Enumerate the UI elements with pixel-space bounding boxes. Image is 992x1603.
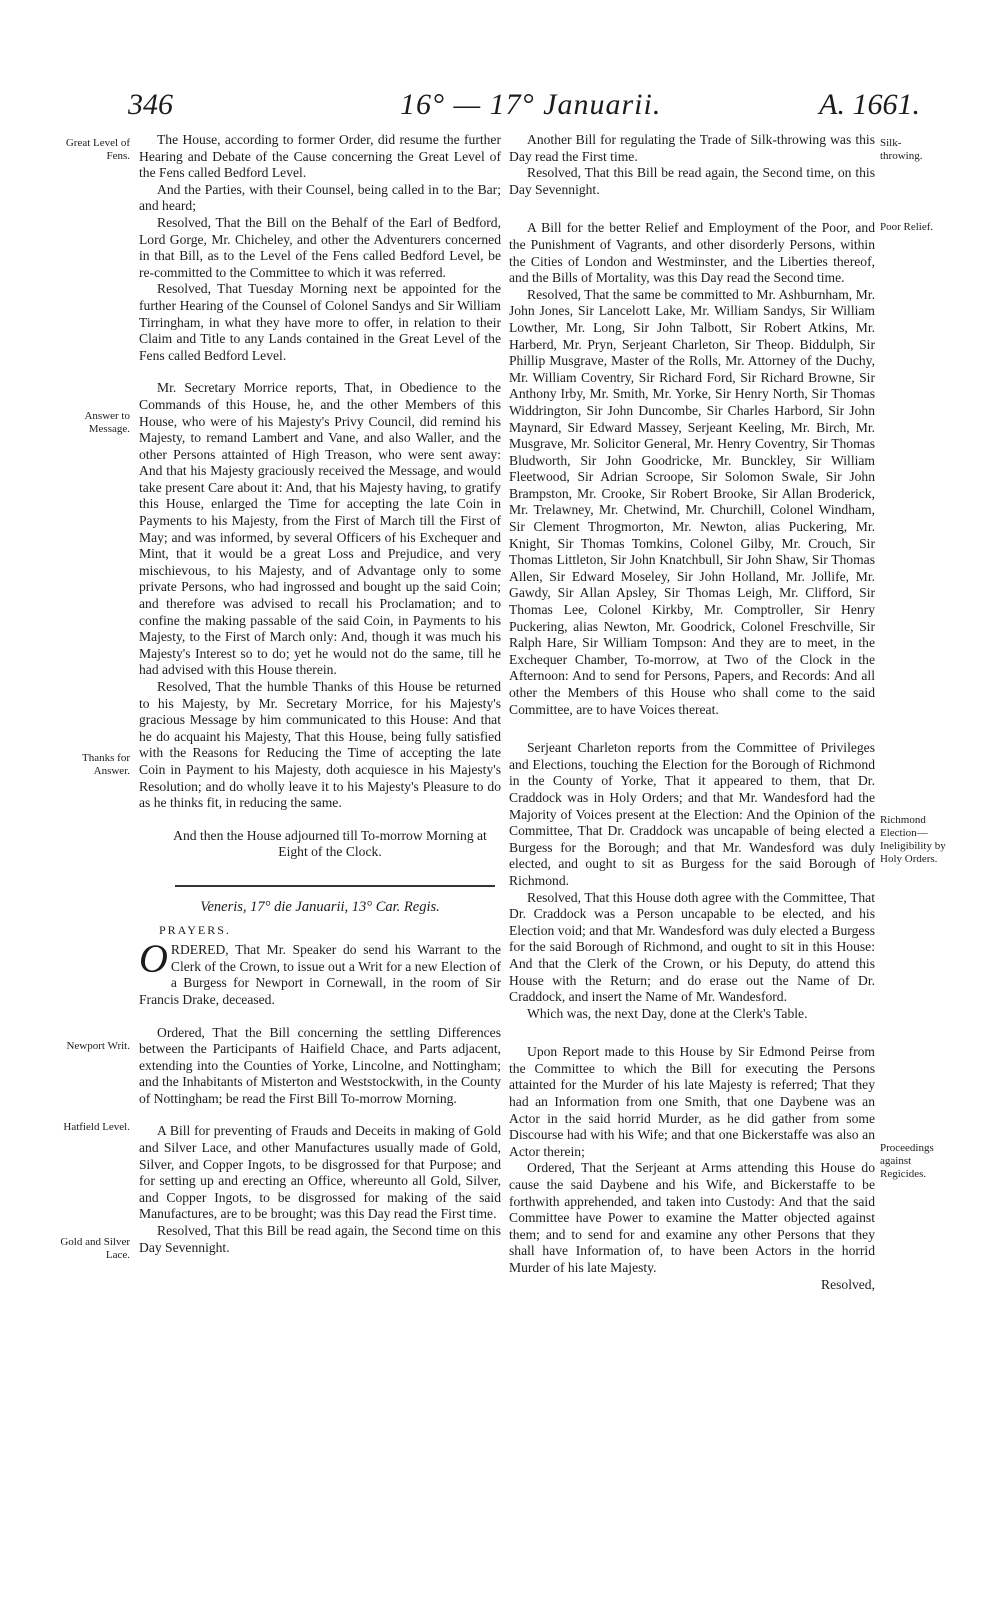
margin-note-newport: Newport Writ. [66,1040,130,1052]
right-column [509,132,875,1293]
day-heading: Veneris, 17° die Januarii, 13° Car. Regis. [200,898,440,915]
margin-note-thanks: Thanks for Answer. [82,752,130,777]
paragraph: Which was, the next Day, done at the Clerk's Table. [527,1005,808,1021]
paragraph: Resolved, That the same be committed to Mr. Ashburnham, Mr. John Jones, Sir Lancelott Lake, Mr. William Sandys, Sir William Lowther, Mr. Long, Sir John Talbott, Sir Robert Atkins, Mr. Harberd, Mr. Pryn, Serjeant Charleton, Sir Theop. Biddulph, Sir Phillip Musgrave, Master of the Rolls, Mr. Attorney of the Duchy, Mr. William Coventry, Sir Richard Ford, Sir Richard Browne, Sir Anthony Irby, Mr. Smith, Mr. Yorke, Sir Henry North, Sir Thomas Widdrington, Sir John Duncombe, Sir Charles Harbord, Sir John Maynard, Sir Edward Massey, Serjeant Keeling, Mr. Birch, Mr. Musgrave, Mr. Solicitor General, Mr. Henry Coventry, Sir Thomas Bludworth, Sir John Goodricke, Mr. Bunckley, Sir William Fleetwood, Sir Adrian Scroope, Sir Solomon Swale, Sir John Brampston, Mr. Crooke, Sir Robert Brooke, Sir Allan Broderick, Mr. Trelawney, Mr. Chetwind, Mr. Churchill, Colonel Windham, Sir Clement Throgmorton, Mr. Newton, alias Puckering, Mr. Knight, Sir Thomas Tomkins, Colonel Gilby, Mr. Crouch, Sir Thomas Littleton, Sir John Knatchbull, Sir John Shaw, Sir Thomas Allen, Sir Edward Moseley, Sir John Holland, Mr. Jollife, Mr. Gawdy, Sir Allan Apsley, Sir Thomas Leigh, Mr. Clifford, Sir Thomas Lee, Colonel Kirkby, Mr. Comptroller, Sir Henry Puckering, alias Newton, Mr. Goodrick, Colonel Freschville, Sir Ralph Hare, Sir William Tompson: And they are to meet, in the Exchequer Chamber, To-morrow, at Two of the Clock in the Afternoon: And to send for Persons, Papers, and Records: And all other the Members of this House who shall come to the said Committee, are to have Voices thereat. [509,286,875,717]
page-header [120,88,950,128]
margin-note-great-level: Great Level of Fens. [65,137,130,162]
margin-note-gold: Gold and Silver Lace. [60,1236,130,1261]
margin-note-poor: Poor Relief. [880,221,934,233]
paragraph: Resolved, That this Bill be read again, the Second time on this Day Sevennight. [139,1223,501,1255]
paragraph: A Bill for the better Relief and Employment of the Poor, and the Punishment of Vagrants, and other disorderly Persons, within the Cities of London and Westminster, and the Liberties thereof, and the Bills of Mortality, was this Day read the Second time. [509,220,875,286]
drop-cap: O [139,936,168,982]
adjournment: And then the House adjourned till To-morrow Morning at Eight of the Clock. [173,827,487,860]
margin-note-regicides: Proceedings against Regicides. [880,1142,934,1180]
paragraph: RDERED, That Mr. Speaker do send his Warrant to the Clerk of the Crown, to issue out a Writ for a new Election of a Burgess for Newport in Cornewall, in the room of Sir Francis Drake, deceased. [139,942,501,1007]
paragraph: Serjeant Charleton reports from the Committee of Privileges and Elections, touching the Election for the Borough of Richmond in the County of Yorke, That it appeared to them, that Dr. Craddock was in Holy Orders; and that Mr. Wandesford had the Majority of Voices present at the Election: And the Opinion of the Committee, That Dr. Craddock was uncapable of being elected a Burgess for the Borough; and that Mr. Wandesford was duly elected, and ought to sit as Burgess for the said Borough of Richmond. [509,740,875,888]
year: A. 1661. [819,88,920,121]
paragraph: Another Bill for regulating the Trade of Silk-throwing was this Day read the First time. [509,132,875,164]
prayers-heading: PRAYERS. [159,922,231,937]
paragraph: Ordered, That the Serjeant at Arms attending this House do cause the said Daybene and his Wife, and Bickerstaffe to be forthwith apprehended, and taken into Custody: And that the said Committee have Power to examine the Matter objected against them; and to send for and examine any other Persons that they shall have Information of, to have been Actors in the horrid Murder of his late Majesty. [509,1160,875,1275]
running-title: 16° — 17° Januarii. [400,88,662,121]
paragraph: Ordered, That the Bill concerning the settling Differences between the Participants of Haifield Chace, and Parts adjacent, extending into the Counties of Yorke, Lincolne, and Nottingham; and the Inhabitants of Misterton and Weststockwith, in the County of Nottingham; be read the First Bill To-morrow Morning. [139,1024,501,1106]
margin-note-hatfield: Hatfield Level. [63,1121,130,1133]
margin-note-richmond: Richmond Election—Ineligibility by Holy Orders. [880,814,946,865]
catchword: Resolved, [821,1276,875,1292]
paragraph: A Bill for preventing of Frauds and Deceits in making of Gold and Silver Lace, and other Manufactures usually made of Gold, Silver, and Copper Ingots, to be disgrossed for that Purpose; and for setting up and erecting an Office, whereunto all Gold, Silver, and Copper Ingots, to be disgrossed for making of the said Manufactures, are to be brought; was this Day read the First time. [139,1123,501,1222]
paragraph: The House, according to former Order, did resume the further Hearing and Debate of the Cause concerning the Great Level of the Fens called Bedford Level. [139,132,501,181]
paragraph: Resolved, That the Bill on the Behalf of the Earl of Bedford, Lord Gorge, Mr. Chicheley, and other the Adventurers concerned in that Bill, as to the Level of the Fens called Bedford Level, be re-committed to the Committee to which it was referred. [139,214,501,280]
paragraph: Mr. Secretary Morrice reports, That, in Obedience to the Commands of this House, he, and the other Members of this House, who were of his Majesty's Privy Council, did remind his Majesty, to remand Lambert and Vane, and also Waller, and the other Persons attainted of High Treason, who were sent away: And that his Majesty graciously received the Message, and would take present Care about it: And, that his Majesty having, to gratify this House, enlarged the Time for accepting the late Coin in Payments to his Majesty, from the First of March till the First of May; and was informed, by several Officers of his Exchequer and Mint, that it would be a great Loss and Prejudice, and very mischievous, to his Majesty, and of Advantage only to some private Persons, who had ingrossed and bought up the said Coin; and therefore was advised to recall his Proclamation; and to confine the making passable of the said Coin, in Payments to his Majesty, to the First of March only: And, though it was much his Majesty's Interest so to do; yet he would not do the same, till he had advised with this House therein. [139,380,501,678]
left-column [139,132,501,1256]
paragraph: Resolved, That this House doth agree with the Committee, That Dr. Craddock was a Person uncapable to be elected, and his Election void; and that Mr. Wandesford was duly elected a Burgess for the said Borough of Richmond, and ought to sit in this House: And that the Clerk of the Crown, or his Deputy, do attend this House with the Return; and do erase out the Name of Dr. Craddock, and insert the Name of Mr. Wandesford. [509,889,875,1005]
paragraph: Upon Report made to this House by Sir Edmond Peirse from the Committee to which the Bill for executing the Persons attainted for the Murder of his late Majesty is referred; That they had an Information from one Smith, that one Daybene was an Actor in the said horrid Murder, as he did gather from some Discourse had with his Wife; and that one Bickerstaffe was also an Actor therein; [509,1044,875,1159]
paragraph: Resolved, That this Bill be read again, the Second time, on this Day Sevennight. [509,165,875,197]
paragraph: Resolved, That Tuesday Morning next be appointed for the further Hearing of the Counsel of Colonel Sandys and Sir William Tirringham, in what they have more to offer, in relation to their Claim and Title to any Lands contained in the Great Level of the Fens called Bedford Level. [139,281,501,363]
paragraph: And the Parties, with their Counsel, being called in to the Bar; and heard; [139,181,501,214]
margin-note-answer: Answer to Message. [84,410,130,435]
section-rule [175,885,495,887]
margin-note-silk: Silk-throwing. [880,137,923,162]
paragraph: Resolved, That the humble Thanks of this House be returned to his Majesty, by Mr. Secretary Morrice, for his Majesty's gracious Message by him communicated to this House: And that he do acquaint his Majesty, That this House, being fully satisfied with the Reasons for Reducing the Time of accepting the late Coin in Payment to his Majesty, doth acquiesce in his Majesty's Resolution; and do wholly leave it to his Majesty's Pleasure to do as he thinks fit, in reducing the same. [139,679,501,811]
page-number: 346 [128,88,173,121]
